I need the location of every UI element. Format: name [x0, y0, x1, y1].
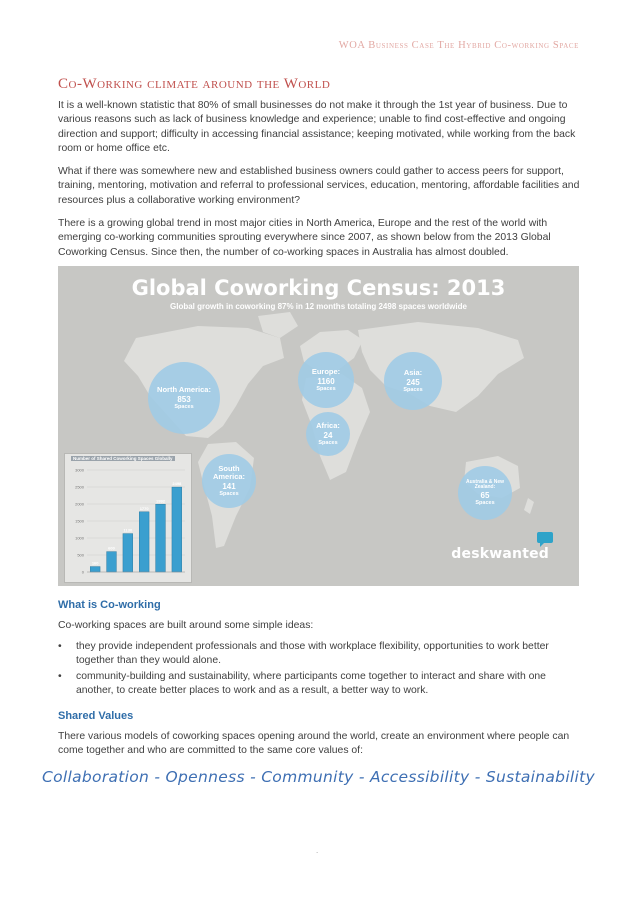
region-count: 65	[480, 491, 490, 500]
asia-shape	[358, 322, 524, 412]
region-name: Asia:	[403, 367, 423, 377]
y-tick-label: 1000	[75, 535, 84, 541]
region-count: 245	[406, 377, 420, 387]
bar-value-label: 1992	[156, 498, 165, 504]
bubble-asia	[384, 352, 442, 410]
bullet-marker: •	[58, 670, 62, 682]
section-title: Co-Working climate around the World	[58, 76, 331, 92]
new-zealand-shape	[524, 498, 534, 514]
y-tick-label: 2000	[75, 501, 84, 507]
what-is-coworking-heading: What is Co-working	[58, 599, 161, 611]
region-name: North America:	[157, 384, 211, 394]
brand-name: deskwanted	[451, 546, 549, 562]
list-item	[58, 640, 580, 669]
bar	[123, 534, 133, 572]
region-count: 24	[323, 430, 333, 440]
bar-value-label: 1130	[123, 527, 133, 533]
paragraph-intro: It is a well-known statistic that 80% of small businesses do not make it through the 1st year of business. Due to various reasons such as lack of business knowledge and experience; unable to find cost-effective and ongoing direction and support; difficulty in accessing financial assistance; keeping motivated, while working from the back room or home office etc.	[58, 100, 576, 155]
page-mark: .	[316, 846, 319, 855]
bar	[172, 487, 182, 572]
region-count: 853	[177, 394, 191, 404]
region-unit: Spaces	[318, 439, 338, 446]
bubble-australia	[458, 466, 512, 520]
region-unit: Spaces	[316, 385, 336, 392]
paragraph-trend: There is a growing global trend in most major cities in North America, Europe and the rest of the world with emerging co-working communities sprouting everywhere since 2007, as shown below from the 2013 Global Coworking Census. Since then, the number of co-working spaces in Australia has almost doubled.	[58, 218, 551, 258]
region-count: 1160	[317, 376, 335, 386]
bubble-north-america	[148, 362, 220, 434]
region-name: Africa:	[316, 420, 340, 430]
y-tick-label: 2500	[75, 484, 84, 490]
region-name: Australia & New Zealand:	[465, 478, 505, 491]
region-name: South America:	[212, 463, 246, 482]
document-header: WOA Business Case The Hybrid Co-working Space	[338, 40, 579, 51]
bullet-marker: •	[58, 641, 62, 652]
ideas-list	[58, 640, 580, 700]
region-count: 141	[222, 481, 236, 491]
bar-value-label: 1770	[139, 505, 149, 511]
speech-bubble-icon	[535, 530, 555, 548]
bar	[90, 567, 100, 572]
chart-title: Number of Shared Coworking Spaces Globally	[73, 456, 173, 461]
y-tick-label: 1500	[75, 518, 84, 524]
bar	[156, 504, 166, 572]
y-tick-label: 500	[77, 552, 84, 558]
bar-value-label: 600	[108, 545, 115, 551]
y-tick-label: 0	[81, 569, 84, 575]
list-item-text: they provide independent professionals and those with workplace flexibility, opportunities to work better together than they would alone.	[76, 641, 549, 667]
shared-values-text: There various models of coworking spaces opening around the world, create an environment where people can come together and who are committed to the same core values of:	[58, 731, 570, 757]
bar-value-label: 2498	[172, 481, 182, 487]
chart-svg	[65, 454, 191, 582]
region-name: Europe:	[311, 366, 341, 376]
what-is-intro: Co-working spaces are built around some simple ideas:	[58, 620, 314, 631]
mini-bar-chart	[64, 453, 192, 583]
paragraph-question: What if there was somewhere new and established business owners could gather to access peers for support, training, mentoring, motivation and referral to professional services, education, mentoring, affordable facilities and resources plus a collaborative working environment?	[58, 166, 580, 206]
region-unit: Spaces	[475, 500, 495, 507]
deskwanted-logo	[451, 546, 549, 562]
list-item-text: community-building and sustainability, where participants come together to interact and share with one another, to create better places to work and as a result, a better way to work.	[76, 670, 546, 697]
bar	[107, 552, 117, 572]
bubble-africa	[306, 412, 350, 456]
region-unit: Spaces	[403, 386, 423, 393]
shared-values-heading: Shared Values	[58, 710, 134, 722]
figure-title: Global Coworking Census: 2013	[131, 276, 506, 300]
bar	[139, 512, 149, 572]
region-unit: Spaces	[174, 403, 194, 410]
bar-value-label: 160	[91, 560, 99, 566]
bubble-south-america	[202, 454, 256, 508]
region-unit: Spaces	[219, 491, 239, 498]
list-item	[58, 670, 580, 699]
y-tick-label: 3000	[75, 467, 84, 473]
core-values-line: Collaboration - Openness - Community - Accessibility - Sustainability	[41, 768, 595, 786]
coworking-census-figure	[58, 266, 579, 586]
figure-subtitle: Global growth in coworking 87% in 12 months totaling 2498 spaces worldwide	[170, 302, 467, 311]
bubble-europe	[298, 352, 354, 408]
